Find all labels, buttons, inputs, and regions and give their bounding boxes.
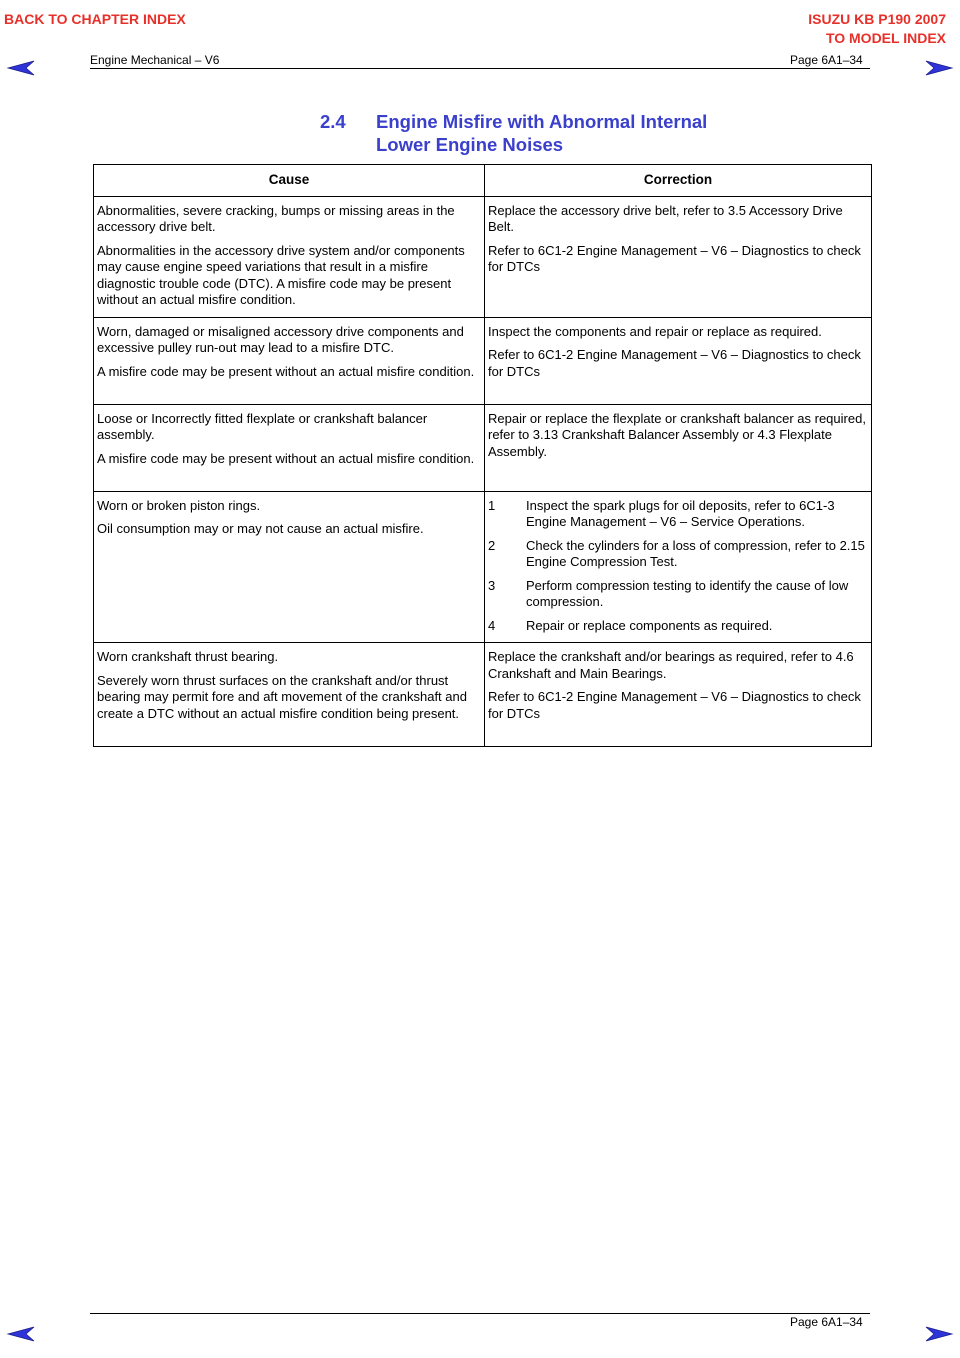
diagnosis-table — [93, 164, 872, 747]
section-title — [320, 110, 707, 156]
correction-text: Replace the crankshaft and/or bearings as required, refer to 4.6 Crankshaft and Main Bearings. — [488, 649, 854, 681]
correction-text: Refer to 6C1-2 Engine Management – V6 – Diagnostics to check for DTCs — [488, 242, 861, 274]
to-model-index-link[interactable]: TO MODEL INDEX — [825, 30, 946, 46]
cause-cell — [94, 643, 485, 747]
prev-page-arrow-icon[interactable] — [6, 1326, 36, 1342]
step-number: 3 — [488, 577, 496, 593]
correction-cell — [485, 404, 872, 491]
cause-text: Worn crankshaft thrust bearing. — [97, 649, 279, 664]
correction-cell — [485, 643, 872, 747]
column-header-cause: Cause — [94, 165, 485, 197]
step-text: Check the cylinders for a loss of compression, refer to 2.15 Engine Compression Test. — [526, 537, 865, 569]
step-text: Perform compression testing to identify the cause of low compression. — [526, 577, 849, 609]
table-row — [94, 317, 872, 404]
cause-cell — [94, 196, 485, 317]
step-number: 4 — [488, 617, 496, 633]
correction-step — [488, 498, 869, 531]
correction-step — [488, 618, 869, 635]
next-page-arrow-icon[interactable] — [924, 1326, 954, 1342]
cause-cell — [94, 317, 485, 404]
prev-page-arrow-icon[interactable] — [6, 60, 36, 76]
correction-text: Refer to 6C1-2 Engine Management – V6 – Diagnostics to check for DTCs — [488, 347, 861, 379]
table-header-row — [94, 165, 872, 197]
cause-text: Worn, damaged or misaligned accessory drive components and excessive pulley run-out may lead to a misfire DTC. — [97, 323, 464, 355]
cause-text: Abnormalities in the accessory drive system and/or components may cause engine speed variations that result in a misfire diagnostic trouble code (DTC). A misfire code may be present without an actual misfire condition. — [97, 242, 465, 307]
column-header-correction: Correction — [485, 165, 872, 197]
table-row — [94, 196, 872, 317]
cause-text: Severely worn thrust surfaces on the crankshaft and/or thrust bearing may permit fore and aft movement of the crankshaft and create a DTC without an actual misfire condition being present. — [97, 672, 467, 721]
correction-step — [488, 578, 869, 611]
footer-rule — [90, 1313, 870, 1314]
header-chapter-title: Engine Mechanical – V6 — [90, 53, 220, 67]
step-text: Inspect the spark plugs for oil deposits, refer to 6C1-3 Engine Management – V6 – Service Operations. — [526, 497, 835, 529]
correction-cell — [485, 196, 872, 317]
table-row — [94, 643, 872, 747]
next-page-arrow-icon[interactable] — [924, 60, 954, 76]
section-number: 2.4 — [320, 111, 346, 132]
cause-text: Loose or Incorrectly fitted flexplate or crankshaft balancer assembly. — [97, 410, 428, 442]
cause-text: A misfire code may be present without an actual misfire condition. — [97, 363, 475, 379]
correction-cell — [485, 491, 872, 643]
correction-text: Replace the accessory drive belt, refer to 3.5 Accessory Drive Belt. — [488, 202, 843, 234]
correction-cell — [485, 317, 872, 404]
table-row — [94, 491, 872, 643]
cause-text: Abnormalities, severe cracking, bumps or missing areas in the accessory drive belt. — [97, 202, 455, 234]
header-rule — [90, 68, 870, 69]
section-title-line2: Lower Engine Noises — [376, 134, 564, 155]
back-to-chapter-index-link[interactable]: BACK TO CHAPTER INDEX — [4, 11, 186, 27]
correction-text: Refer to 6C1-2 Engine Management – V6 – Diagnostics to check for DTCs — [488, 689, 861, 721]
correction-text: Inspect the components and repair or replace as required. — [488, 323, 822, 339]
footer-page-number: Page 6A1–34 — [790, 1315, 863, 1329]
table-row — [94, 404, 872, 491]
correction-text: Repair or replace the flexplate or crankshaft balancer as required, refer to 3.13 Crankshaft Balancer Assembly or 4.3 Flexplate Assembly. — [488, 410, 866, 459]
cause-text: A misfire code may be present without an actual misfire condition. — [97, 450, 475, 466]
cause-cell — [94, 404, 485, 491]
cause-text: Worn or broken piston rings. — [97, 497, 261, 513]
cause-text: Oil consumption may or may not cause an actual misfire. — [97, 521, 424, 536]
step-text: Repair or replace components as required. — [526, 617, 773, 633]
model-title-link[interactable]: ISUZU KB P190 2007 — [808, 11, 946, 27]
section-title-line1: Engine Misfire with Abnormal Internal — [376, 111, 708, 132]
correction-step — [488, 538, 869, 571]
cause-cell — [94, 491, 485, 643]
header-page-number: Page 6A1–34 — [790, 53, 863, 67]
step-number: 2 — [488, 537, 496, 553]
step-number: 1 — [488, 497, 496, 513]
